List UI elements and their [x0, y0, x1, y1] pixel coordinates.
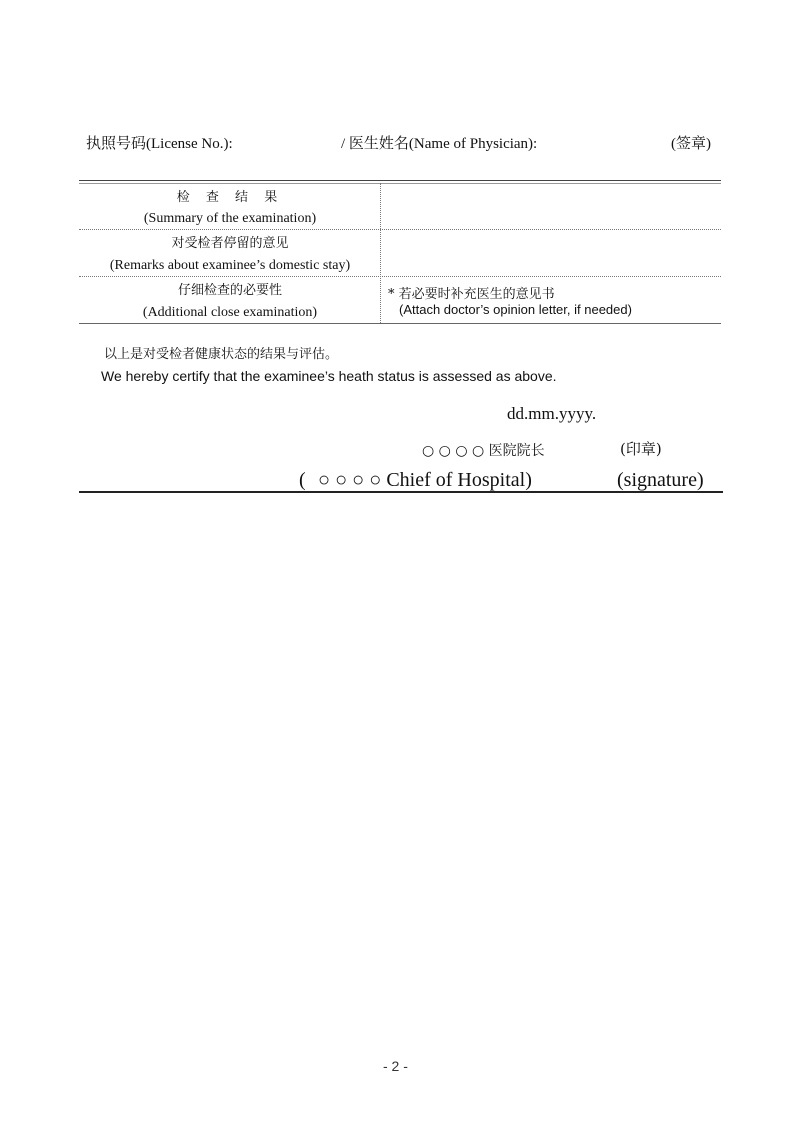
table-row-divider — [79, 229, 721, 230]
table-bottom-rule — [79, 323, 721, 324]
remarks-value-field[interactable] — [384, 232, 718, 274]
opinion-letter-note-en: (Attach doctor’s opinion letter, if needed) — [399, 302, 632, 317]
summary-value-field[interactable] — [384, 186, 718, 228]
remarks-label-zh: 对受检者停留的意见 — [171, 236, 289, 251]
certification-text-zh: 以上是对受检者健康状态的结果与评估。 — [104, 347, 339, 362]
opinion-letter-note-zh: * 若必要时补充医生的意见书 — [388, 287, 555, 302]
official-seal-zh: (印章) — [620, 440, 662, 458]
additional-exam-label-en: (Additional close examination) — [142, 305, 318, 320]
date-placeholder: dd.mm.yyyy. — [507, 404, 597, 423]
hospital-open-paren: ( — [299, 469, 306, 491]
table-row-divider — [79, 276, 721, 277]
remarks-label-en: (Remarks about examinee’s domestic stay) — [109, 258, 351, 273]
hospital-chief-en: ○ ○ ○ ○ Chief of Hospital) — [318, 469, 532, 491]
page-number: - 2 - — [383, 1058, 408, 1074]
hospital-director-zh: ○ ○ ○ ○ 医院院长 — [422, 443, 545, 459]
certification-text-en: We hereby certify that the examinee’s heath status is assessed as above. — [101, 368, 557, 384]
summary-label-en: (Summary of the examination) — [143, 211, 317, 226]
table-top-rule — [79, 180, 721, 181]
summary-label-zh: 检 查 结 果 — [176, 190, 284, 205]
table-column-divider — [380, 183, 381, 323]
table-top-rule-inner — [79, 183, 721, 184]
signature-label-en: (signature) — [617, 469, 704, 491]
signature-bottom-rule — [79, 491, 723, 493]
physician-name-label: / 医生姓名(Name of Physician): — [341, 136, 538, 152]
license-number-label: 执照号码(License No.): — [86, 136, 233, 152]
additional-exam-label-zh: 仔细检查的必要性 — [177, 283, 282, 298]
seal-label: (签章) — [671, 136, 711, 152]
